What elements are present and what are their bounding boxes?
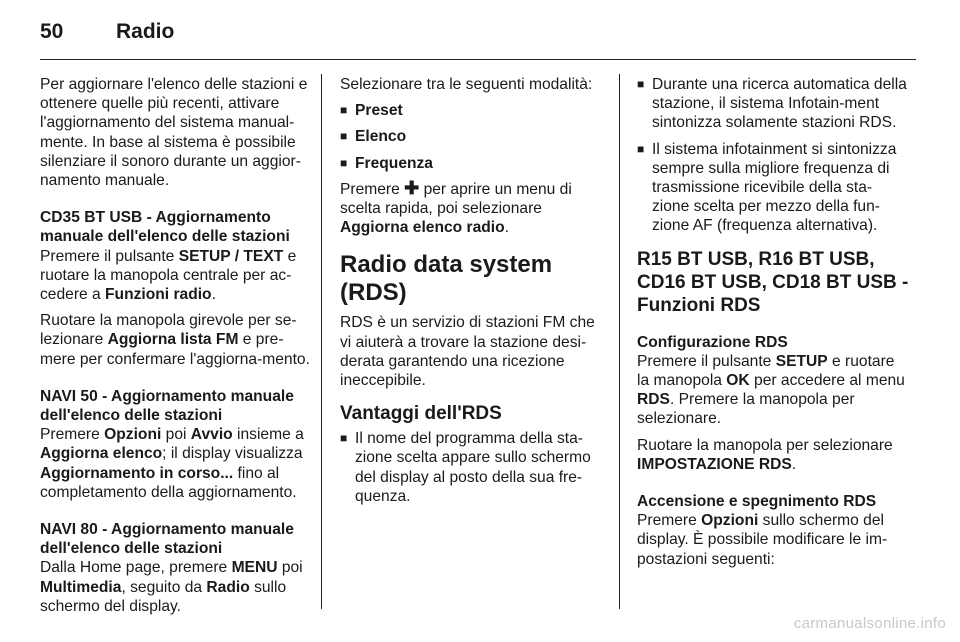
intro-paragraph: Per aggiornare l'elenco delle stazioni e ottenere quelle più recenti, attivare l'aggiornamento del sistema manual-mente. In base al sistema è possibile silenziare il sonoro durante un aggior-namento manuale.	[40, 76, 308, 190]
navi80-heading: NAVI 80 - Aggiornamento manuale dell'elenco delle stazioni	[40, 521, 294, 558]
page-number: 50	[40, 20, 64, 43]
cd35-paragraph-1: Premere il pulsante SETUP / TEXT e ruotare la manopola centrale per ac-cedere a Funzioni radio.	[40, 247, 297, 304]
rds-description: RDS è un servizio di stazioni FM che vi aiuterà a trovare la stazione desi-derata garantendo una ricezione ineccepibile.	[340, 314, 595, 390]
bullet-icon: ■	[340, 431, 348, 446]
mode-item: ■ Elenco	[340, 128, 407, 146]
onoff-heading: Accensione e spegnimento RDS	[637, 493, 877, 511]
rds-bullet: ■ Durante una ricerca automatica della stazione, il sistema Infotain-ment sintonizza solamente stazioni RDS.	[637, 76, 907, 132]
config-heading: Configurazione RDS	[637, 333, 788, 351]
mode-item: ■ Frequenza	[340, 154, 433, 172]
cd35-heading: CD35 BT USB - Aggiornamento manuale dell'elenco delle stazioni	[40, 209, 290, 246]
select-intro: Selezionare tra le seguenti modalità:	[340, 76, 593, 93]
column-divider-1	[321, 74, 322, 609]
bullet-icon: ■	[637, 141, 645, 156]
column-3	[637, 75, 909, 576]
bullet-icon: ■	[340, 129, 348, 144]
plus-icon: ✚	[404, 177, 420, 198]
column-2	[340, 75, 608, 513]
vantaggi-title: Vantaggi dell'RDS	[340, 403, 502, 425]
bullet-icon: ■	[340, 103, 348, 118]
column-divider-2	[619, 74, 620, 609]
mode-item: ■ Preset	[340, 102, 403, 120]
navi80-paragraph: Dalla Home page, premere MENU poi Multimedia, seguito da Radio sullo schermo del display.	[40, 559, 303, 615]
r15-title: R15 BT USB, R16 BT USB, CD16 BT USB, CD18 BT USB - Funzioni RDS	[637, 248, 909, 316]
section-title: Radio	[116, 20, 175, 43]
config-paragraph-2: Ruotare la manopola per selezionare IMPOSTAZIONE RDS.	[637, 436, 893, 473]
bullet-icon: ■	[340, 155, 348, 170]
bullet-icon: ■	[637, 77, 645, 91]
menu-paragraph: Premere ✚ per aprire un menu di scelta rapida, poi selezionare Aggiorna elenco radio.	[340, 177, 572, 237]
navi50-heading: NAVI 50 - Aggiornamento manuale dell'elenco delle stazioni	[40, 387, 294, 425]
onoff-paragraph: Premere Opzioni sullo schermo del display. È possibile modificare le im-postazioni seguenti:	[637, 512, 888, 568]
cd35-paragraph-2: Ruotare la manopola girevole per se-lezionare Aggiorna lista FM e pre-mere per confermare l'aggiorna-mento.	[40, 312, 310, 368]
header-rule	[40, 59, 916, 60]
navi50-paragraph: Premere Opzioni poi Avvio insieme a Aggiorna elenco; il display visualizza Aggiornamento in corso... fino al completamento della aggiornamento.	[40, 426, 304, 501]
config-paragraph-1: Premere il pulsante SETUP e ruotare la manopola OK per accedere al menu RDS. Premere la manopola per selezionare.	[637, 352, 905, 428]
watermark: carmanualsonline.info	[793, 615, 946, 632]
column-1	[40, 75, 312, 623]
vantaggi-item: ■ Il nome del programma della sta-zione scelta appare sullo schermo del display al posto della sua fre-quenza.	[340, 430, 591, 505]
rds-title: Radio data system (RDS)	[340, 251, 553, 307]
rds-bullet: ■ Il sistema infotainment si sintonizza sempre sulla migliore frequenza di trasmissione ricevibile della sta-zione scelta per mezzo della fun-zione AF (frequenza alternativa).	[637, 140, 897, 235]
